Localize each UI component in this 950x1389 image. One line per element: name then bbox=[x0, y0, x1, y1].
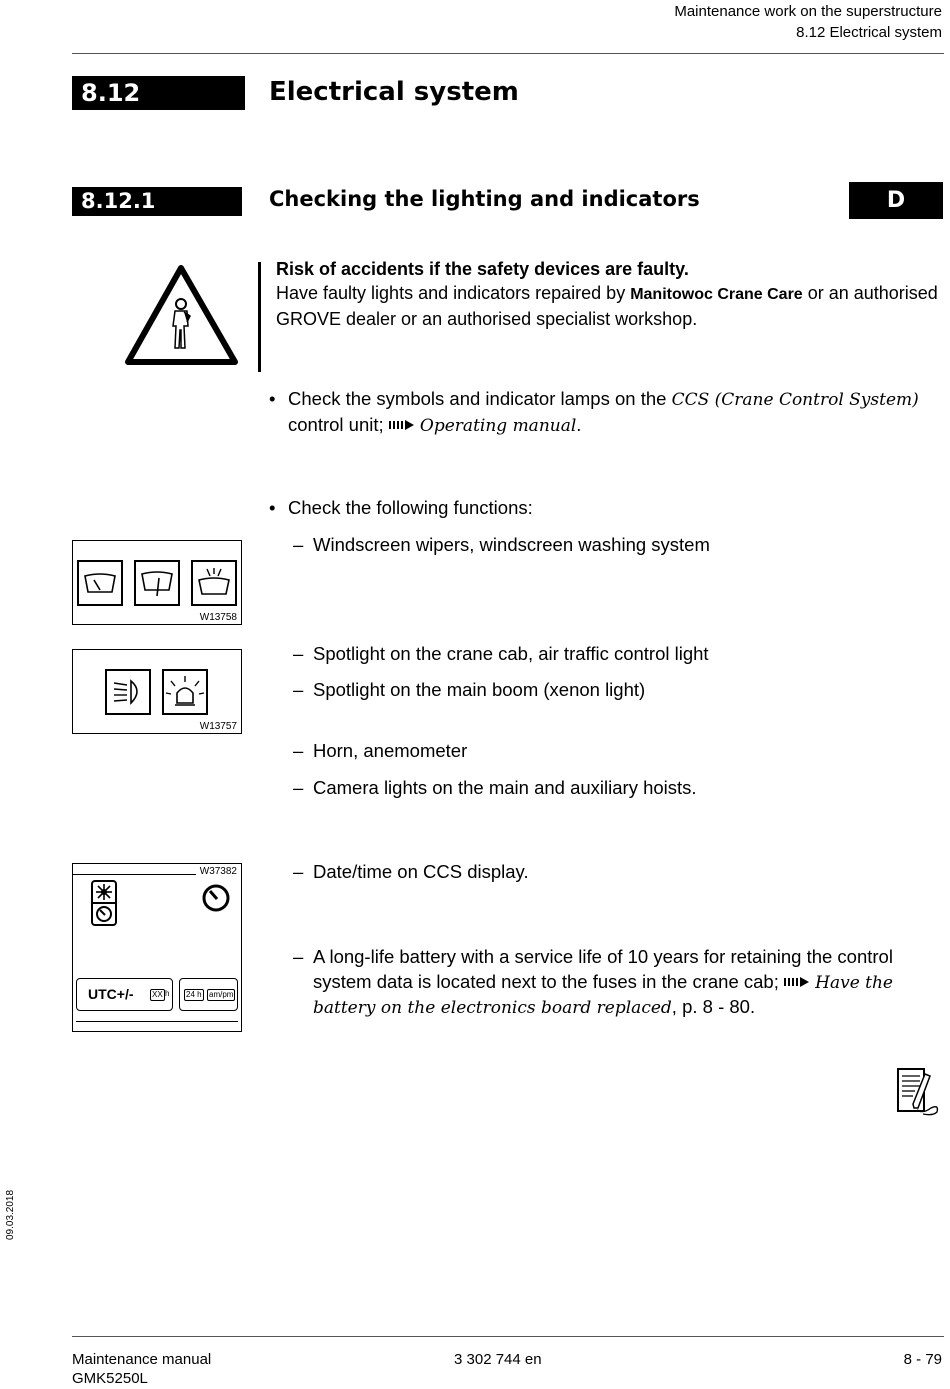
figure-wipers bbox=[72, 540, 242, 625]
figure-divider bbox=[73, 874, 196, 875]
footer-manual: Maintenance manual bbox=[72, 1351, 212, 1368]
reference-arrow-icon bbox=[389, 414, 420, 435]
bullet-dot: • bbox=[269, 388, 276, 409]
bullet-ccs-end: . bbox=[576, 413, 582, 435]
figure-code: W13757 bbox=[199, 721, 237, 732]
bullet-ccs-mid: control unit; bbox=[288, 413, 389, 435]
clock-icon bbox=[201, 883, 231, 913]
bullet-ccs-text: Check the symbols and indicator lamps on the bbox=[288, 388, 672, 409]
warning-body-1: Have faulty lights and indicators repaired by bbox=[276, 283, 631, 303]
warning-heading: Risk of accidents if the safety devices are faulty. bbox=[276, 259, 689, 279]
dash-item: – Camera lights on the main and auxiliary hoists. bbox=[293, 776, 943, 801]
dash-item: – Spotlight on the main boom (xenon light) bbox=[293, 678, 943, 703]
figure-divider bbox=[76, 1021, 238, 1022]
battery-replace-ref[interactable]: Have the battery on the electronics board replaced bbox=[313, 972, 893, 1018]
warning-bar bbox=[258, 262, 261, 372]
figure-lights bbox=[72, 649, 242, 734]
light-symbols-icon bbox=[105, 669, 209, 716]
wiper-symbols-icon bbox=[77, 560, 239, 607]
side-date: 09.03.2018 bbox=[5, 1189, 16, 1240]
page-number: 8 - 79 bbox=[903, 1351, 942, 1368]
dash-wipers: Windscreen wipers, windscreen washing system bbox=[313, 534, 710, 555]
ccs-term: CCS (Crane Control System) bbox=[671, 390, 919, 410]
footer-model: GMK5250L bbox=[72, 1370, 148, 1387]
footer-doc-number: 3 302 744 en bbox=[454, 1351, 542, 1368]
dash-spotlight-cab: Spotlight on the crane cab, air traffic control light bbox=[313, 643, 709, 664]
header-chapter: Maintenance work on the superstructure bbox=[674, 3, 942, 20]
figure-ccs-display bbox=[72, 863, 242, 1032]
dash-item: – Windscreen wipers, windscreen washing system bbox=[293, 533, 943, 558]
section-title: Electrical system bbox=[269, 77, 519, 107]
reference-arrow-icon bbox=[784, 971, 815, 992]
footer-divider bbox=[72, 1336, 944, 1337]
subsection-number: 8.12.1 bbox=[72, 187, 242, 216]
dash-spotlight-boom: Spotlight on the main boom (xenon light) bbox=[313, 679, 646, 700]
figure-code: W13758 bbox=[199, 612, 237, 623]
bullet-ccs bbox=[269, 387, 944, 438]
header-section: 8.12 Electrical system bbox=[796, 24, 942, 41]
warning-body-2: or an authorised GROVE dealer or an authorised specialist workshop. bbox=[276, 283, 938, 329]
dash-battery-end: , p. 8 - 80. bbox=[671, 996, 756, 1017]
subsection-title: Checking the lighting and indicators bbox=[269, 187, 700, 211]
format-24h: 24 h bbox=[186, 990, 202, 999]
warning-brand: Manitowoc Crane Care bbox=[630, 286, 803, 303]
dash-battery bbox=[313, 945, 943, 1021]
section-number: 8.12 bbox=[72, 76, 245, 110]
dash-datetime: Date/time on CCS display. bbox=[313, 861, 529, 882]
dash-item: – Spotlight on the crane cab, air traffic control light bbox=[293, 642, 943, 667]
dash-item: – Date/time on CCS display. bbox=[293, 860, 943, 885]
format-ampm: am/pm bbox=[209, 990, 234, 999]
dash-battery-text: A long-life battery with a service life of 10 years for retaining the control system data is located next to the fuses in the crane cab; bbox=[313, 946, 893, 992]
bullet-functions bbox=[269, 496, 944, 521]
dash-camera: Camera lights on the main and auxiliary hoists. bbox=[313, 777, 697, 798]
bullet-dot: • bbox=[269, 497, 276, 518]
bullet-functions-text: Check the following functions: bbox=[288, 497, 533, 518]
dash-item: – Horn, anemometer bbox=[293, 739, 943, 764]
figure-code: W37382 bbox=[199, 866, 237, 877]
utc-offset-field: XX bbox=[152, 990, 163, 999]
country-badge: D bbox=[849, 182, 943, 219]
utc-label: UTC+/- bbox=[88, 986, 134, 1002]
header-divider bbox=[72, 53, 944, 54]
sun-clock-icon bbox=[91, 880, 117, 926]
dash-horn: Horn, anemometer bbox=[313, 740, 468, 761]
time-format-button[interactable] bbox=[179, 978, 238, 1011]
utc-hour-unit: h bbox=[165, 989, 170, 998]
dash-item: – A long-life battery with a service life of 10 years for retaining the control system data is located next to the fuses in the crane cab; Have the battery on the electronics board replaced, p. 8 - 80. bbox=[293, 945, 943, 1021]
warning-text bbox=[276, 257, 946, 331]
maintenance-note-icon bbox=[893, 1066, 943, 1118]
warning-triangle-icon bbox=[124, 264, 239, 366]
operating-manual-ref[interactable]: Operating manual bbox=[419, 415, 577, 436]
utc-button[interactable] bbox=[76, 978, 173, 1011]
